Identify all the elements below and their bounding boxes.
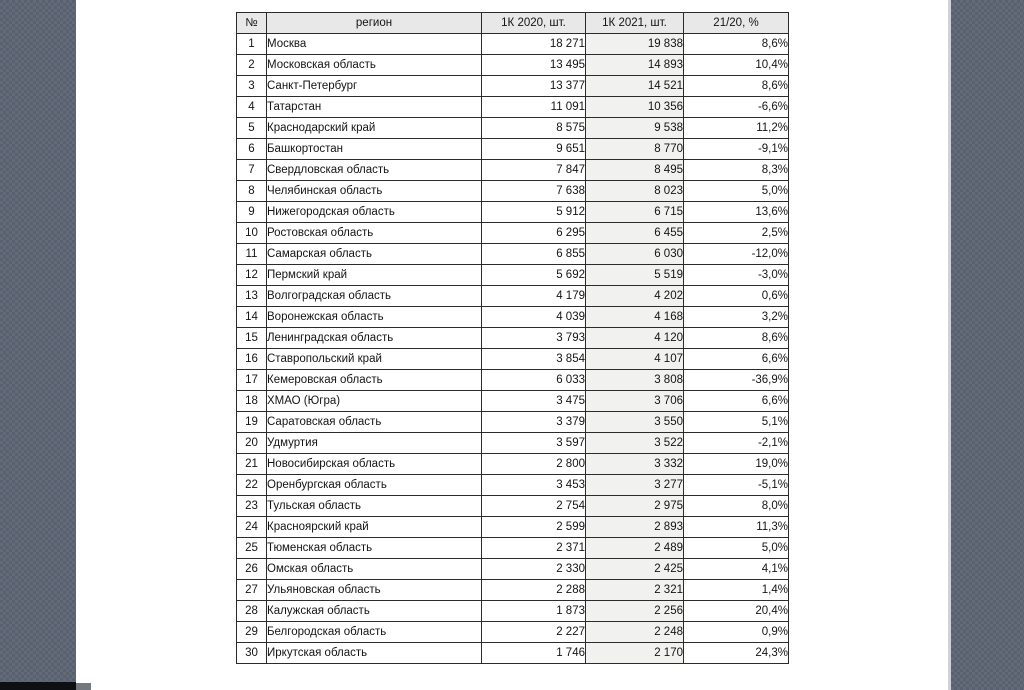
cell-num: 13 bbox=[237, 286, 267, 307]
cell-q1-2021: 8 495 bbox=[586, 160, 684, 181]
cell-region: Ростовская область bbox=[267, 223, 482, 244]
cell-region: Иркутская область bbox=[267, 643, 482, 664]
cell-num: 20 bbox=[237, 433, 267, 454]
cell-q1-2021: 3 550 bbox=[586, 412, 684, 433]
table-row bbox=[237, 55, 789, 76]
cell-num: 24 bbox=[237, 517, 267, 538]
table-row bbox=[237, 286, 789, 307]
cell-change: 6,6% bbox=[684, 349, 789, 370]
cell-num: 14 bbox=[237, 307, 267, 328]
cell-region: Свердловская область bbox=[267, 160, 482, 181]
cell-region: Нижегородская область bbox=[267, 202, 482, 223]
table-row bbox=[237, 622, 789, 643]
cell-change: -3,0% bbox=[684, 265, 789, 286]
cell-num: 28 bbox=[237, 601, 267, 622]
cell-region: Ленинградская область bbox=[267, 328, 482, 349]
cell-q1-2020: 3 379 bbox=[482, 412, 586, 433]
cell-change: 4,1% bbox=[684, 559, 789, 580]
cell-q1-2021: 19 838 bbox=[586, 34, 684, 55]
cell-region: Оренбургская область bbox=[267, 475, 482, 496]
table-row bbox=[237, 496, 789, 517]
cell-change: -5,1% bbox=[684, 475, 789, 496]
cell-q1-2021: 4 107 bbox=[586, 349, 684, 370]
cell-q1-2020: 11 091 bbox=[482, 97, 586, 118]
cell-region: Волгоградская область bbox=[267, 286, 482, 307]
cell-num: 29 bbox=[237, 622, 267, 643]
cell-q1-2020: 6 033 bbox=[482, 370, 586, 391]
cell-q1-2020: 2 330 bbox=[482, 559, 586, 580]
cell-num: 26 bbox=[237, 559, 267, 580]
cell-region: Башкортостан bbox=[267, 139, 482, 160]
table-row bbox=[237, 118, 789, 139]
table-header-row bbox=[237, 13, 789, 34]
cell-num: 15 bbox=[237, 328, 267, 349]
cell-q1-2021: 14 893 bbox=[586, 55, 684, 76]
cell-q1-2020: 2 227 bbox=[482, 622, 586, 643]
cell-q1-2021: 6 030 bbox=[586, 244, 684, 265]
cell-region: Пермский край bbox=[267, 265, 482, 286]
cell-change: 24,3% bbox=[684, 643, 789, 664]
table-row bbox=[237, 244, 789, 265]
cell-region: Белгородская область bbox=[267, 622, 482, 643]
cell-q1-2021: 3 706 bbox=[586, 391, 684, 412]
cell-change: 0,6% bbox=[684, 286, 789, 307]
cell-region: Московская область bbox=[267, 55, 482, 76]
cell-region: ХМАО (Югра) bbox=[267, 391, 482, 412]
cell-q1-2020: 1 746 bbox=[482, 643, 586, 664]
cell-q1-2020: 2 288 bbox=[482, 580, 586, 601]
cell-q1-2020: 4 179 bbox=[482, 286, 586, 307]
cell-q1-2020: 3 854 bbox=[482, 349, 586, 370]
cell-q1-2020: 1 873 bbox=[482, 601, 586, 622]
cell-q1-2020: 3 793 bbox=[482, 328, 586, 349]
cell-num: 12 bbox=[237, 265, 267, 286]
cell-q1-2020: 18 271 bbox=[482, 34, 586, 55]
cell-q1-2021: 5 519 bbox=[586, 265, 684, 286]
table-row bbox=[237, 412, 789, 433]
table-row bbox=[237, 433, 789, 454]
table-row bbox=[237, 160, 789, 181]
cell-region: Ставропольский край bbox=[267, 349, 482, 370]
table-row bbox=[237, 307, 789, 328]
cell-q1-2021: 6 715 bbox=[586, 202, 684, 223]
cell-num: 16 bbox=[237, 349, 267, 370]
cell-num: 7 bbox=[237, 160, 267, 181]
cell-q1-2021: 2 256 bbox=[586, 601, 684, 622]
cell-num: 2 bbox=[237, 55, 267, 76]
cell-q1-2021: 2 425 bbox=[586, 559, 684, 580]
cell-q1-2020: 6 855 bbox=[482, 244, 586, 265]
table-row bbox=[237, 328, 789, 349]
cell-q1-2020: 3 597 bbox=[482, 433, 586, 454]
cell-q1-2021: 2 321 bbox=[586, 580, 684, 601]
cell-region: Санкт-Петербург bbox=[267, 76, 482, 97]
table-row bbox=[237, 454, 789, 475]
cell-num: 19 bbox=[237, 412, 267, 433]
regions-table-container bbox=[236, 12, 789, 664]
table-row bbox=[237, 601, 789, 622]
cell-region: Челябинская область bbox=[267, 181, 482, 202]
cell-change: 0,9% bbox=[684, 622, 789, 643]
cell-q1-2021: 8 023 bbox=[586, 181, 684, 202]
cell-num: 9 bbox=[237, 202, 267, 223]
cell-q1-2020: 2 800 bbox=[482, 454, 586, 475]
cell-q1-2021: 4 168 bbox=[586, 307, 684, 328]
header-change: 21/20, % bbox=[684, 13, 789, 34]
cell-q1-2021: 3 277 bbox=[586, 475, 684, 496]
table-row bbox=[237, 643, 789, 664]
cell-num: 22 bbox=[237, 475, 267, 496]
table-row bbox=[237, 139, 789, 160]
cell-change: 19,0% bbox=[684, 454, 789, 475]
table-row bbox=[237, 538, 789, 559]
cell-q1-2021: 2 489 bbox=[586, 538, 684, 559]
cell-change: 3,2% bbox=[684, 307, 789, 328]
table-row bbox=[237, 475, 789, 496]
table-row bbox=[237, 265, 789, 286]
cell-change: 13,6% bbox=[684, 202, 789, 223]
cell-region: Новосибирская область bbox=[267, 454, 482, 475]
cell-q1-2020: 7 638 bbox=[482, 181, 586, 202]
cell-num: 6 bbox=[237, 139, 267, 160]
cell-num: 27 bbox=[237, 580, 267, 601]
table-row bbox=[237, 76, 789, 97]
table-row bbox=[237, 559, 789, 580]
cell-change: 8,0% bbox=[684, 496, 789, 517]
cell-change: 5,0% bbox=[684, 181, 789, 202]
cell-q1-2020: 7 847 bbox=[482, 160, 586, 181]
cell-change: 5,0% bbox=[684, 538, 789, 559]
table-row bbox=[237, 517, 789, 538]
cell-q1-2020: 2 371 bbox=[482, 538, 586, 559]
table-row bbox=[237, 181, 789, 202]
cell-q1-2021: 2 248 bbox=[586, 622, 684, 643]
cell-q1-2021: 2 893 bbox=[586, 517, 684, 538]
cell-change: -2,1% bbox=[684, 433, 789, 454]
cell-num: 17 bbox=[237, 370, 267, 391]
cell-change: 6,6% bbox=[684, 391, 789, 412]
cell-change: 5,1% bbox=[684, 412, 789, 433]
cell-q1-2020: 13 377 bbox=[482, 76, 586, 97]
cell-q1-2021: 4 202 bbox=[586, 286, 684, 307]
cell-q1-2020: 2 754 bbox=[482, 496, 586, 517]
cell-change: -12,0% bbox=[684, 244, 789, 265]
cell-change: 1,4% bbox=[684, 580, 789, 601]
bottom-left-tab bbox=[76, 683, 91, 690]
cell-region: Саратовская область bbox=[267, 412, 482, 433]
table-row bbox=[237, 202, 789, 223]
table-row bbox=[237, 34, 789, 55]
cell-q1-2021: 3 332 bbox=[586, 454, 684, 475]
cell-num: 10 bbox=[237, 223, 267, 244]
cell-change: -36,9% bbox=[684, 370, 789, 391]
cell-num: 25 bbox=[237, 538, 267, 559]
cell-q1-2021: 3 808 bbox=[586, 370, 684, 391]
cell-change: -6,6% bbox=[684, 97, 789, 118]
cell-region: Красноярский край bbox=[267, 517, 482, 538]
cell-q1-2021: 10 356 bbox=[586, 97, 684, 118]
cell-q1-2021: 14 521 bbox=[586, 76, 684, 97]
table-row bbox=[237, 391, 789, 412]
cell-region: Краснодарский край bbox=[267, 118, 482, 139]
cell-change: 10,4% bbox=[684, 55, 789, 76]
cell-q1-2020: 8 575 bbox=[482, 118, 586, 139]
cell-num: 8 bbox=[237, 181, 267, 202]
header-num: № bbox=[237, 13, 267, 34]
cell-q1-2020: 3 453 bbox=[482, 475, 586, 496]
cell-region: Калужская область bbox=[267, 601, 482, 622]
cell-q1-2020: 5 692 bbox=[482, 265, 586, 286]
table-row bbox=[237, 349, 789, 370]
cell-q1-2021: 6 455 bbox=[586, 223, 684, 244]
cell-change: 8,6% bbox=[684, 76, 789, 97]
cell-num: 30 bbox=[237, 643, 267, 664]
cell-change: 11,2% bbox=[684, 118, 789, 139]
cell-num: 3 bbox=[237, 76, 267, 97]
regions-table bbox=[236, 12, 789, 664]
cell-q1-2021: 2 975 bbox=[586, 496, 684, 517]
right-side-panel bbox=[951, 0, 1024, 690]
table-row bbox=[237, 370, 789, 391]
cell-num: 1 bbox=[237, 34, 267, 55]
cell-num: 18 bbox=[237, 391, 267, 412]
cell-num: 4 bbox=[237, 97, 267, 118]
cell-q1-2021: 3 522 bbox=[586, 433, 684, 454]
cell-q1-2020: 2 599 bbox=[482, 517, 586, 538]
cell-q1-2020: 3 475 bbox=[482, 391, 586, 412]
table-row bbox=[237, 223, 789, 244]
left-side-panel bbox=[0, 0, 76, 682]
cell-region: Ульяновская область bbox=[267, 580, 482, 601]
cell-change: 20,4% bbox=[684, 601, 789, 622]
cell-num: 5 bbox=[237, 118, 267, 139]
cell-q1-2021: 8 770 bbox=[586, 139, 684, 160]
cell-region: Тюменская область bbox=[267, 538, 482, 559]
table-body bbox=[237, 34, 789, 664]
cell-region: Москва bbox=[267, 34, 482, 55]
cell-q1-2020: 5 912 bbox=[482, 202, 586, 223]
cell-num: 11 bbox=[237, 244, 267, 265]
cell-region: Тульская область bbox=[267, 496, 482, 517]
cell-region: Омская область bbox=[267, 559, 482, 580]
cell-q1-2020: 4 039 bbox=[482, 307, 586, 328]
cell-change: 8,3% bbox=[684, 160, 789, 181]
cell-region: Воронежская область bbox=[267, 307, 482, 328]
cell-region: Самарская область bbox=[267, 244, 482, 265]
bottom-left-bar bbox=[0, 682, 76, 690]
cell-q1-2021: 9 538 bbox=[586, 118, 684, 139]
cell-change: 8,6% bbox=[684, 328, 789, 349]
cell-region: Удмуртия bbox=[267, 433, 482, 454]
header-q1-2021: 1К 2021, шт. bbox=[586, 13, 684, 34]
cell-q1-2020: 6 295 bbox=[482, 223, 586, 244]
cell-num: 23 bbox=[237, 496, 267, 517]
header-region: регион bbox=[267, 13, 482, 34]
cell-change: 2,5% bbox=[684, 223, 789, 244]
cell-change: -9,1% bbox=[684, 139, 789, 160]
table-row bbox=[237, 580, 789, 601]
cell-q1-2020: 13 495 bbox=[482, 55, 586, 76]
header-q1-2020: 1К 2020, шт. bbox=[482, 13, 586, 34]
cell-change: 11,3% bbox=[684, 517, 789, 538]
cell-region: Кемеровская область bbox=[267, 370, 482, 391]
table-row bbox=[237, 97, 789, 118]
cell-q1-2021: 2 170 bbox=[586, 643, 684, 664]
cell-change: 8,6% bbox=[684, 34, 789, 55]
cell-region: Татарстан bbox=[267, 97, 482, 118]
cell-q1-2021: 4 120 bbox=[586, 328, 684, 349]
cell-q1-2020: 9 651 bbox=[482, 139, 586, 160]
cell-num: 21 bbox=[237, 454, 267, 475]
